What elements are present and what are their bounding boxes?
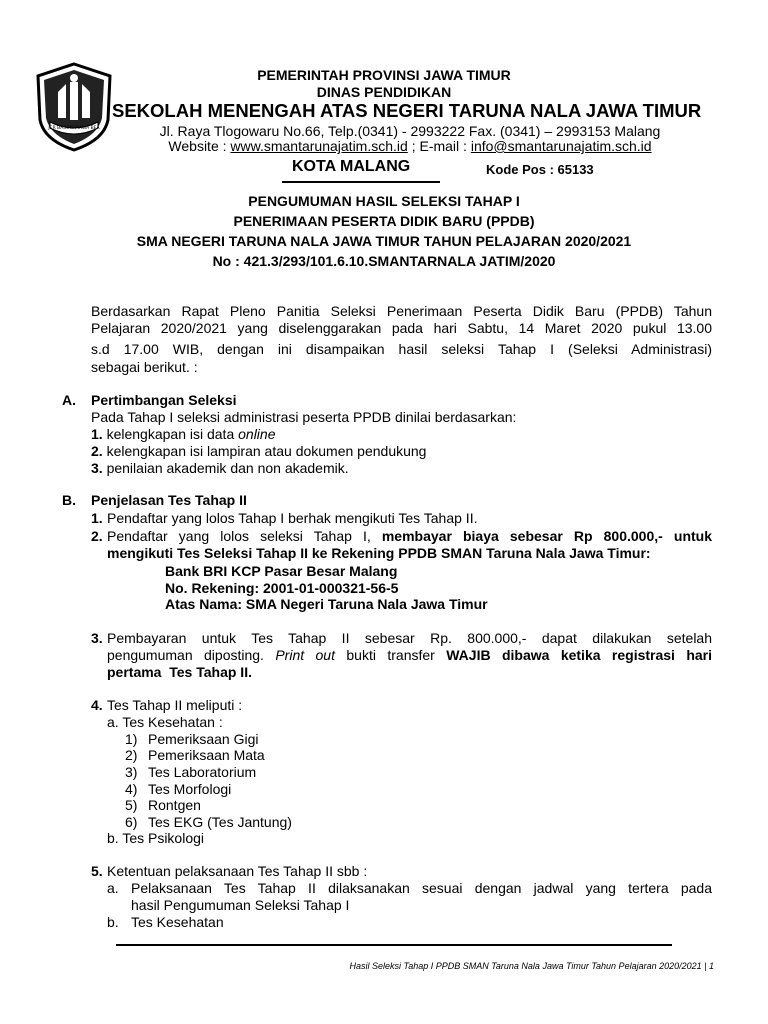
b1-text: Pendaftar yang lolos Tahap I berhak mengikuti Tes Tahap II.	[107, 510, 478, 526]
city-underline	[282, 181, 440, 183]
b4-sub-a: a. Tes Kesehatan :	[107, 714, 223, 730]
test-4-num: 4)	[125, 781, 138, 797]
b5-text: Ketentuan pelaksanaan Tes Tahap II sbb :	[107, 863, 368, 879]
item-number: 2.	[91, 443, 103, 459]
page-number: | 1	[704, 961, 714, 971]
b1-number: 1.	[91, 510, 103, 526]
item-number: 1.	[91, 426, 103, 442]
test-3-num: 3)	[125, 764, 138, 780]
title-line-3: SMA NEGERI TARUNA NALA JAWA TIMUR TAHUN PELAJARAN 2020/2021	[136, 233, 632, 249]
dept-name: DINAS PENDIDIKAN	[316, 84, 452, 100]
section-b-heading: Penjelasan Tes Tahap II	[91, 492, 247, 508]
intro-line-4: sebagai berikut. :	[91, 359, 198, 375]
test-4-name: Tes Morfologi	[148, 781, 232, 797]
website-label: Website :	[168, 138, 227, 154]
school-address: Jl. Raya Tlogowaru No.66, Telp.(0341) - 2993222 Fax. (0341) – 2993153 Malang	[159, 123, 661, 139]
b5-a-line-2: hasil Pengumuman Seleksi Tahap I	[131, 897, 350, 913]
email-link[interactable]: info@smantarunajatim.sch.id	[470, 138, 652, 154]
test-5-name: Rontgen	[148, 797, 201, 813]
b5-b-marker: b.	[107, 914, 119, 930]
website-link[interactable]: www.smantarunajatim.sch.id	[230, 138, 408, 154]
intro-line-1: Berdasarkan Rapat Pleno Panitia Seleksi Penerimaan Peserta Didik Baru (PPDB) Tahun	[91, 303, 712, 319]
footer-text	[350, 961, 714, 971]
account-number: No. Rekening: 2001-01-000321-56-5	[165, 580, 399, 596]
item-text: kelengkapan isi lampiran atau dokumen pendukung	[106, 443, 427, 459]
title-line-4: No : 421.3/293/101.6.10.SMANTARNALA JATIM/2020	[212, 253, 556, 269]
item-text: kelengkapan isi data	[106, 426, 239, 442]
section-a-item-3	[91, 460, 349, 477]
section-a-lead: Pada Tahap I seleksi administrasi peserta PPDB dinilai berdasarkan:	[91, 409, 517, 425]
b3-number: 3.	[91, 630, 103, 646]
test-6-name: Tes EKG (Tes Jantung)	[148, 814, 292, 830]
test-1-num: 1)	[125, 731, 138, 747]
b3-emphasis: Print out	[275, 647, 335, 663]
section-a-item-1	[91, 426, 276, 443]
b2-text: Pendaftar yang lolos seleksi Tahap I,	[107, 528, 382, 544]
intro-line-2: Pelajaran 2020/2021 yang diselenggarakan pada hari Sabtu, 14 Maret 2020 pukul 13.00	[91, 320, 712, 336]
b4-sub-b: b. Tes Psikologi	[107, 830, 205, 846]
school-name: SEKOLAH MENENGAH ATAS NEGERI TARUNA NALA JAWA TIMUR	[112, 100, 702, 121]
city-name: KOTA MALANG	[292, 158, 411, 175]
test-1-name: Pemeriksaan Gigi	[148, 731, 259, 747]
bank-name: Bank BRI KCP Pasar Besar Malang	[165, 563, 398, 579]
title-line-1: PENGUMUMAN HASIL SELEKSI TAHAP I	[248, 193, 520, 209]
section-a-marker: A.	[62, 392, 76, 408]
b2-line-2: mengikuti Tes Seleksi Tahap II ke Rekening PPDB SMAN Taruna Nala Jawa Timur:	[107, 545, 651, 561]
section-b-marker: B.	[62, 492, 76, 508]
b3-line-3: pertama Tes Tahap II.	[107, 664, 252, 680]
test-6-num: 6)	[125, 814, 138, 830]
svg-text:JER BASUKI MAWA BEA: JER BASUKI MAWA BEA	[48, 126, 100, 131]
contact-line	[120, 138, 700, 154]
test-2-name: Pemeriksaan Mata	[148, 747, 265, 763]
b5-number: 5.	[91, 863, 103, 879]
b3-text-b: bukti transfer	[335, 647, 447, 663]
item-text: penilaian akademik dan non akademik.	[106, 460, 349, 476]
b4-number: 4.	[91, 697, 103, 713]
b3-text-a: pengumuman diposting.	[107, 647, 276, 663]
b3-bold: WAJIB dibawa ketika registrasi hari	[446, 647, 713, 663]
b4-text: Tes Tahap II meliputi :	[107, 697, 243, 713]
b2-number: 2.	[91, 528, 103, 544]
intro-line-3: s.d 17.00 WIB, dengan ini disampaikan hasil seleksi Tahap I (Seleksi Administrasi)	[91, 341, 712, 357]
section-a-item-2	[91, 443, 426, 460]
b2-line-1	[107, 528, 712, 545]
account-holder: Atas Nama: SMA Negeri Taruna Nala Jawa Timur	[165, 596, 488, 612]
footer-divider	[116, 944, 672, 946]
section-a-heading: Pertimbangan Seleksi	[91, 392, 237, 408]
item-number: 3.	[91, 460, 103, 476]
postal-code: Kode Pos : 65133	[486, 162, 594, 177]
test-5-num: 5)	[125, 797, 138, 813]
test-3-name: Tes Laboratorium	[148, 764, 257, 780]
b5-b-text: Tes Kesehatan	[131, 914, 224, 930]
gov-name: PEMERINTAH PROVINSI JAWA TIMUR	[257, 67, 511, 83]
b3-line-1: Pembayaran untuk Tes Tahap II sebesar Rp. 800.000,- dapat dilakukan setelah	[107, 630, 712, 646]
footer-title: Hasil Seleksi Tahap I PPDB SMAN Taruna Nala Jawa Timur Tahun Pelajaran 2020/2021	[349, 961, 702, 971]
email-label: ; E-mail :	[411, 138, 467, 154]
b5-a-line-1: Pelaksanaan Tes Tahap II dilaksanakan sesuai dengan jadwal yang tertera pada	[131, 880, 712, 896]
b3-line-2	[107, 647, 712, 664]
item-emphasis: online	[238, 426, 276, 442]
title-line-2: PENERIMAAN PESERTA DIDIK BARU (PPDB)	[233, 213, 535, 229]
b2-bold-text: membayar biaya sebesar Rp 800.000,- untuk	[381, 528, 712, 544]
b5-a-marker: a.	[107, 880, 119, 896]
test-2-num: 2)	[125, 747, 138, 763]
